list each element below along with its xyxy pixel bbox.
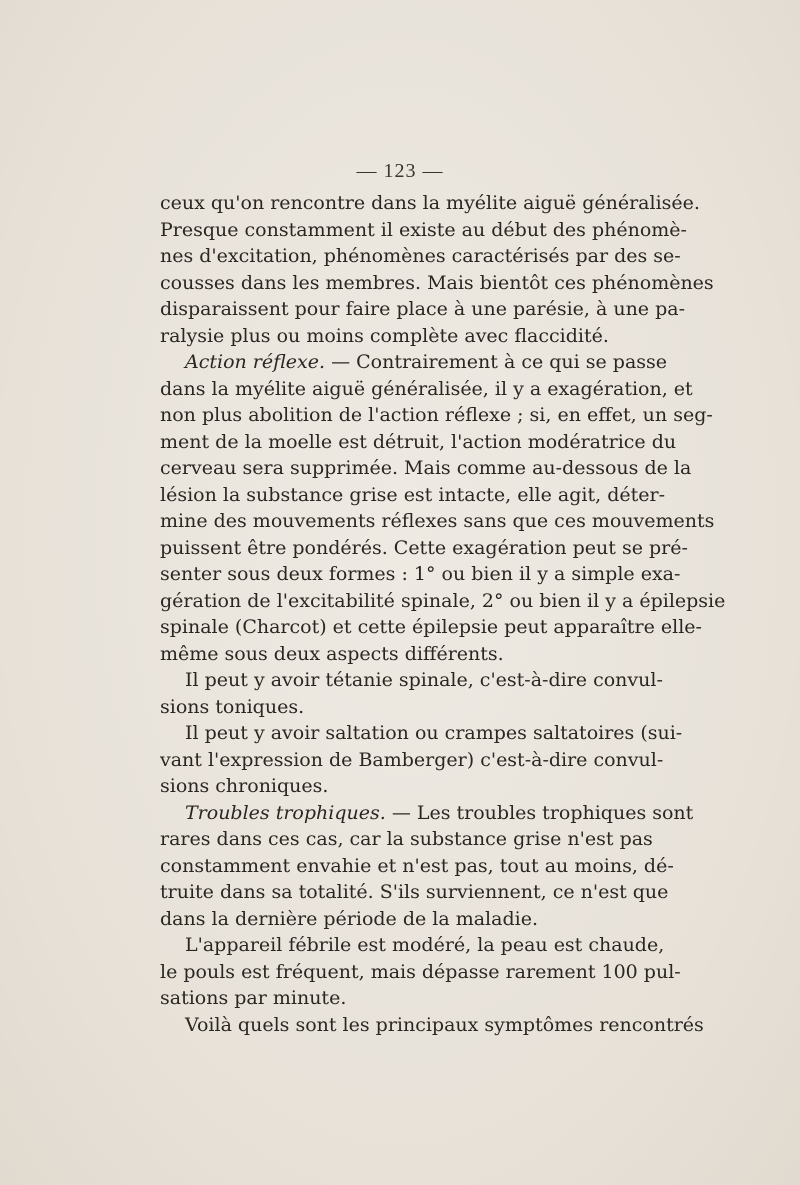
- text-line: [160, 694, 640, 721]
- text-line-content: — Les troubles trophiques sont: [385, 801, 694, 824]
- text-line-content: mine des mouvements réflexes sans que ces mouvements: [160, 510, 715, 532]
- text-line: [160, 773, 640, 800]
- text-line: [160, 985, 640, 1012]
- text-line-content: L'appareil fébrile est modéré, la peau est chaude,: [185, 934, 665, 956]
- text-line-content: gération de l'excitabilité spinale, 2° ou bien il y a épilepsie: [160, 589, 726, 612]
- text-line: [160, 906, 640, 933]
- text-line-content: disparaissent pour faire place à une parésie, à une pa-: [160, 298, 686, 320]
- text-line-content: ralysie plus ou moins complète avec flaccidité.: [160, 324, 609, 347]
- text-line: [160, 455, 692, 482]
- text-line-content: le pouls est fréquent, mais dépasse rarement 100 pul-: [160, 960, 681, 983]
- text-line: [160, 349, 668, 376]
- text-line-content: dans la myélite aiguë généralisée, il y a exagération, et: [160, 377, 693, 400]
- text-line: [160, 429, 677, 456]
- text-line: [160, 535, 688, 562]
- text-line: [160, 561, 681, 588]
- text-line: [160, 323, 640, 350]
- text-line-content: constamment envahie et n'est pas, tout au moins, dé-: [160, 854, 674, 877]
- text-line-content: nes d'excitation, phénomènes caractérisés par des se-: [160, 245, 681, 267]
- text-line-content: sions chroniques.: [160, 775, 329, 797]
- text-line: [160, 959, 681, 986]
- text-line-content: même sous deux aspects différents.: [160, 642, 504, 665]
- text-line-content: vant l'expression de Bamberger) c'est-à-dire convul-: [160, 748, 664, 771]
- text-line: [160, 826, 653, 853]
- text-line-content: — Contrairement à ce qui se passe: [325, 351, 668, 373]
- text-line: [160, 296, 686, 323]
- text-line-content: rares dans ces cas, car la substance grise n'est pas: [160, 828, 653, 850]
- text-line-content: cousses dans les membres. Mais bientôt ces phénomènes: [160, 271, 714, 294]
- text-line: [160, 508, 715, 535]
- text-line-content: sations par minute.: [160, 987, 347, 1009]
- text-line-content: Il peut y avoir saltation ou crampes saltatoires (sui-: [185, 722, 683, 744]
- text-line-content: non plus abolition de l'action réflexe ; si, en effet, un seg-: [160, 404, 713, 426]
- text-line-content: ceux qu'on rencontre dans la myélite aiguë généralisée.: [160, 192, 700, 214]
- text-line: [160, 376, 693, 403]
- page-number: — 123 —: [356, 160, 444, 182]
- text-line-content: lésion la substance grise est intacte, elle agit, déter-: [160, 483, 665, 506]
- text-line-content: Presque constamment il existe au début des phénomè-: [160, 218, 687, 241]
- text-line: [160, 270, 714, 297]
- text-line-content: dans la dernière période de la maladie.: [160, 907, 538, 930]
- body-text: [160, 190, 726, 1038]
- text-line: [160, 402, 713, 429]
- text-line: [160, 1012, 704, 1039]
- text-line-content: puissent être pondérés. Cette exagération peut se pré-: [160, 536, 688, 559]
- text-line: [160, 641, 640, 668]
- text-line: [160, 720, 683, 747]
- text-line-content: senter sous deux formes : 1° ou bien il y a simple exa-: [160, 563, 681, 585]
- section-heading: Action réflexe.: [185, 351, 326, 373]
- text-line: [160, 217, 687, 244]
- text-line-content: ment de la moelle est détruit, l'action modératrice du: [160, 430, 677, 453]
- text-line: [160, 853, 674, 880]
- text-line: [160, 482, 665, 509]
- text-line: [160, 747, 664, 774]
- text-line-content: Voilà quels sont les principaux symptômes rencontrés: [185, 1013, 704, 1036]
- text-line: [160, 190, 700, 217]
- text-line: [160, 588, 726, 615]
- text-line: [160, 243, 681, 270]
- text-line-content: spinale (Charcot) et cette épilepsie peut apparaître elle-: [160, 616, 702, 638]
- text-line: [160, 800, 694, 827]
- text-line-content: cerveau sera supprimée. Mais comme au-dessous de la: [160, 457, 692, 479]
- text-line-content: truite dans sa totalité. S'ils surviennent, ce n'est que: [160, 881, 669, 903]
- text-line: [160, 879, 669, 906]
- text-line-content: sions toniques.: [160, 695, 305, 718]
- text-line: [160, 932, 665, 959]
- text-line: [160, 614, 702, 641]
- section-heading: Troubles trophiques.: [185, 801, 386, 824]
- text-line: [160, 667, 663, 694]
- text-line-content: Il peut y avoir tétanie spinale, c'est-à-dire convul-: [185, 669, 663, 691]
